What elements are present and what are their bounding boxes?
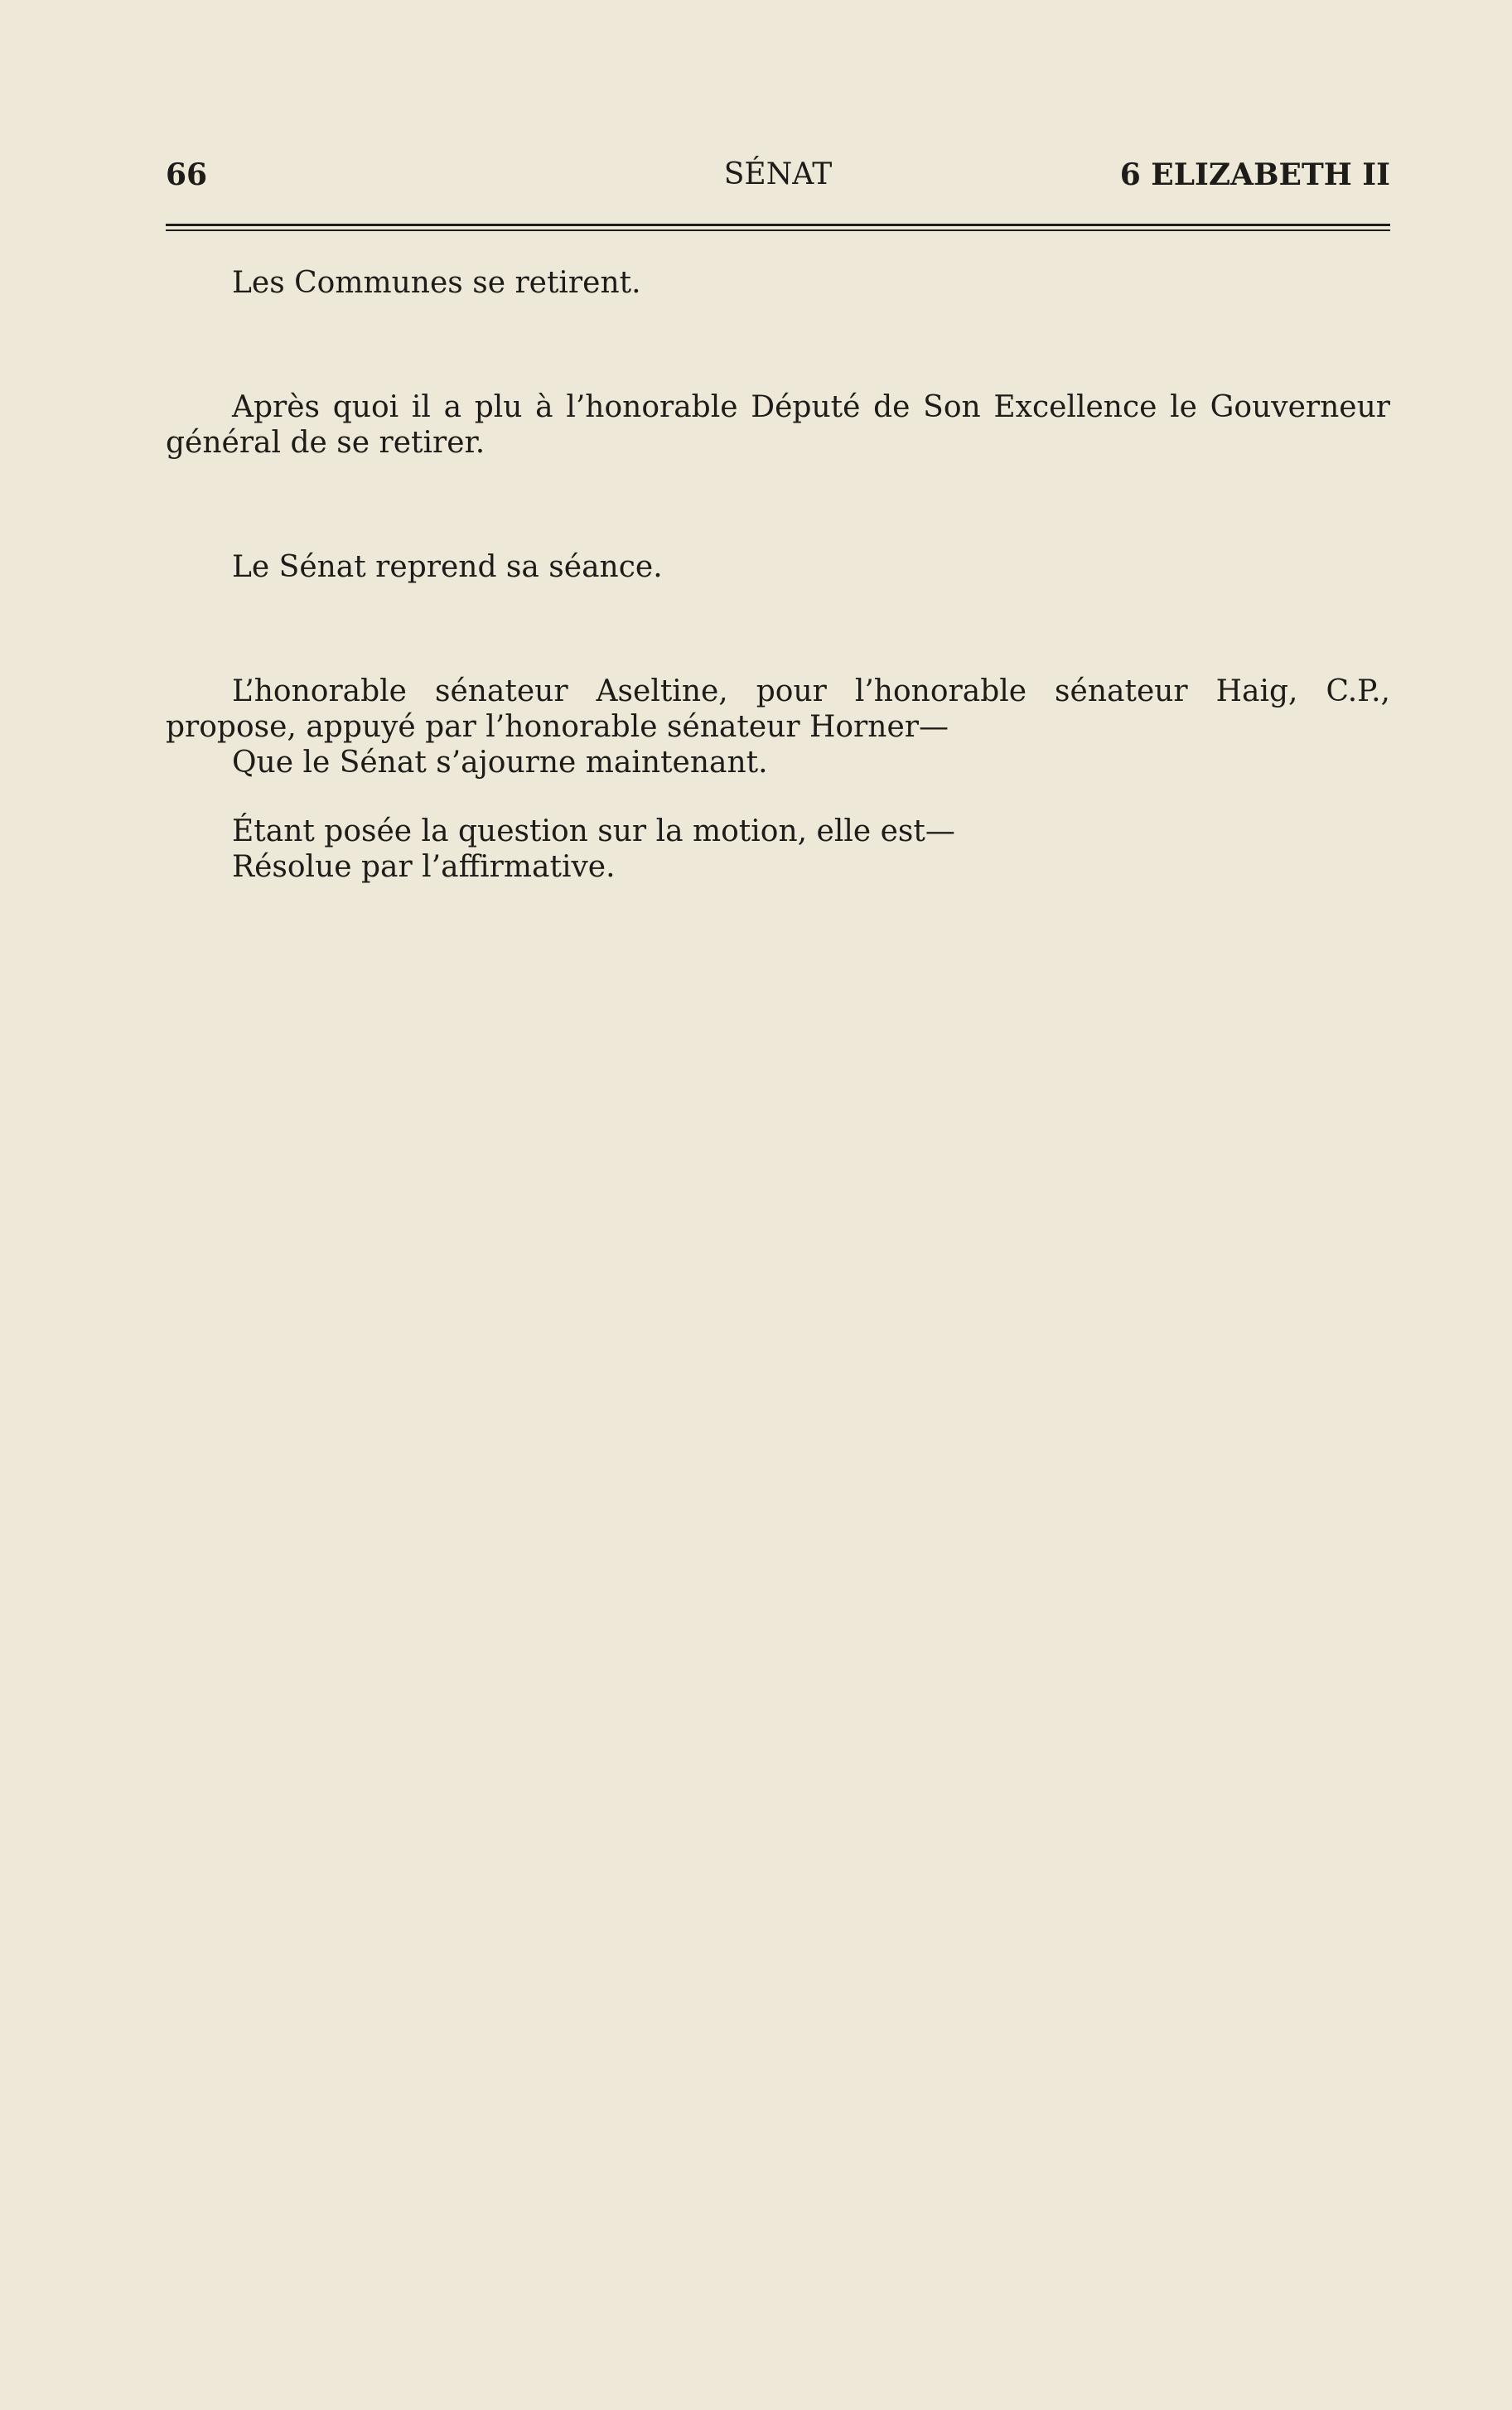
body-text (166, 265, 1390, 885)
paragraph: L’honorable sénateur Aseltine, pour l’honorable sénateur Haig, C.P., propose, appuyé par l’honorable sénateur Horner— (166, 674, 1390, 744)
paragraph: Après quoi il a plu à l’honorable Député de Son Excellence le Gouverneur général de se retirer. (166, 390, 1390, 460)
running-head (166, 157, 1390, 204)
paragraph: Le Sénat reprend sa séance. (232, 550, 663, 584)
header-rule (166, 224, 1390, 231)
paragraph: Étant posée la question sur la motion, elle est— (232, 814, 955, 848)
running-title: SÉNAT (723, 157, 833, 191)
paragraph: Que le Sénat s’ajourne maintenant. (232, 746, 768, 780)
page-number: 66 (166, 157, 208, 192)
paragraph: Résolue par l’affirmative. (232, 850, 616, 884)
paragraph: Les Communes se retirent. (232, 266, 641, 300)
session-label: 6 ELIZABETH II (1119, 157, 1390, 192)
page (166, 157, 1390, 884)
